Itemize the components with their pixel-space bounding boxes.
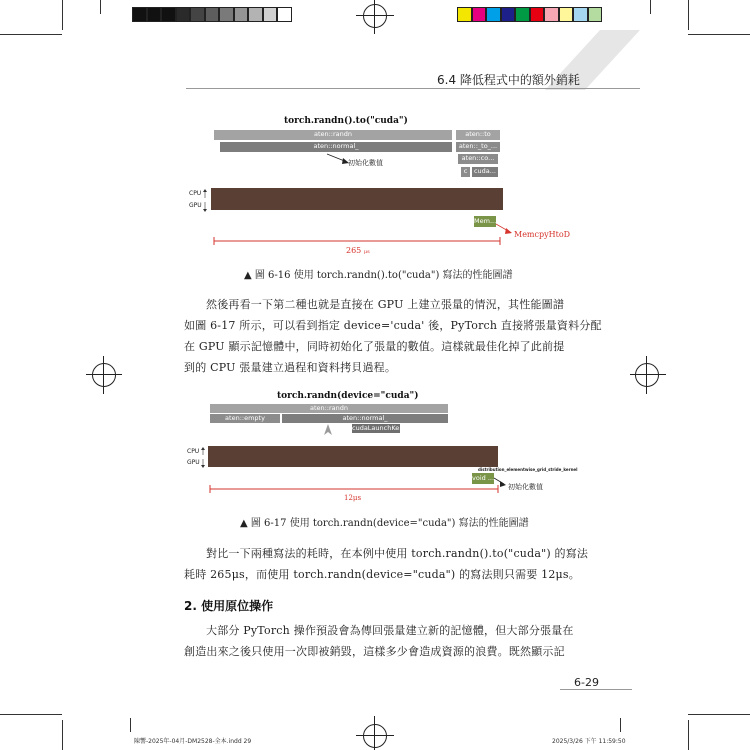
slug-left: 陳響-2025年-04月-DM2528-全本.indd 29 bbox=[134, 738, 252, 745]
paragraph-3 bbox=[184, 620, 644, 662]
registration-mark-bottom bbox=[363, 724, 387, 748]
cpu-label: CPU bbox=[189, 190, 202, 197]
bar-void-kernel: void ... bbox=[472, 474, 495, 482]
paragraph-line: 創造出來之後只使用一次即被銷毀，這樣多少會造成資源的浪費。既然顯示記 bbox=[184, 645, 565, 658]
cpu-gpu-arrows bbox=[200, 447, 206, 469]
paragraph-line: 耗時 265μs，而使用 torch.randn(device="cuda") 的寫法則只需要 12μs。 bbox=[184, 568, 580, 581]
annotation-init-values: 初始化數值 bbox=[348, 159, 383, 167]
registration-line bbox=[103, 356, 104, 394]
memcpy-label: MemcpyHtoD bbox=[514, 230, 571, 239]
bar-aten-copy: aten::co... bbox=[458, 154, 498, 164]
kernel-name-label: distribution_elementwise_grid_stride_kernel bbox=[478, 467, 578, 472]
figure2-title: torch.randn(device="cuda") bbox=[277, 391, 419, 401]
paragraph-line: 到的 CPU 張量建立過程和資料拷貝過程。 bbox=[184, 361, 397, 374]
timeline-duration bbox=[212, 236, 508, 246]
duration-label bbox=[346, 246, 370, 255]
page-number: 6-29 bbox=[574, 676, 599, 689]
bar-cuda-launch-kernel: cudaLaunchKe... bbox=[352, 424, 406, 432]
section-heading: 2. 使用原位操作 bbox=[184, 599, 274, 613]
figure2-caption: ▲ 圖 6-17 使用 torch.randn(device="cuda") 寫法的性能圖譜 bbox=[240, 518, 529, 529]
cursor-arrow bbox=[323, 424, 333, 436]
crop-mark bbox=[688, 714, 750, 715]
cpu-label: CPU bbox=[187, 448, 200, 455]
gpu-activity-band bbox=[211, 188, 503, 210]
memcpy-arrow bbox=[494, 222, 516, 236]
bar-mem: Mem... bbox=[474, 217, 497, 225]
figure1-title: torch.randn().to("cuda") bbox=[284, 116, 408, 126]
figure1-caption: ▲ 圖 6-16 使用 torch.randn().to("cuda") 寫法的性能圖譜 bbox=[244, 270, 513, 281]
duration-label: 12μs bbox=[344, 494, 362, 502]
bar-aten-to-copy: aten::_to_... bbox=[456, 142, 500, 152]
paragraph-line: 如圖 6-17 所示，可以看到指定 device='cuda' 後，PyTorch 直接將張量資料分配 bbox=[184, 319, 602, 332]
registration-line bbox=[374, 716, 375, 750]
paragraph-2 bbox=[184, 543, 644, 585]
bar-c: c bbox=[461, 167, 470, 177]
duration-value: 265 bbox=[346, 246, 362, 255]
header-band bbox=[0, 0, 750, 120]
bar-aten-empty: aten::empty bbox=[210, 414, 280, 423]
bar-cuda: cuda... bbox=[473, 167, 496, 175]
page-number-rule bbox=[560, 689, 632, 690]
paragraph-line: 然後再看一下第二種也就是直接在 GPU 上建立張量的情況，其性能圖譜 bbox=[206, 298, 565, 311]
timeline-duration bbox=[208, 484, 504, 494]
header-section-title: 6.4 降低程式中的額外銷耗 bbox=[437, 73, 580, 87]
slug-right: 2025/3/26 下午 11:59:50 bbox=[552, 738, 626, 745]
registration-line bbox=[356, 735, 394, 736]
gpu-activity-band bbox=[208, 446, 498, 467]
bar-aten-normal: aten::normal_ bbox=[282, 414, 448, 423]
crop-mark bbox=[0, 714, 62, 715]
duration-unit: μs bbox=[363, 249, 370, 255]
registration-mark-left bbox=[92, 363, 116, 387]
bar-aten-to: aten::to bbox=[456, 130, 500, 140]
registration-line bbox=[646, 356, 647, 394]
paragraph-line: 在 GPU 顯示記憶體中，同時初始化了張量的數值。這樣就最佳化掉了此前提 bbox=[184, 340, 565, 353]
gpu-label: GPU bbox=[187, 459, 200, 466]
crop-mark bbox=[130, 718, 131, 732]
bar-aten-randn: aten::randn bbox=[210, 404, 448, 413]
crop-mark bbox=[62, 720, 63, 750]
bar-aten-normal: aten::normal_ bbox=[220, 142, 452, 152]
bar-aten-randn: aten::randn bbox=[214, 130, 452, 140]
paragraph-line: 對比一下兩種寫法的耗時，在本例中使用 torch.randn().to("cuda") 的寫法 bbox=[206, 547, 589, 560]
cpu-gpu-arrows bbox=[202, 189, 208, 213]
crop-mark bbox=[688, 720, 689, 750]
paragraph-1 bbox=[184, 294, 644, 378]
annotation-init-values: 初始化數值 bbox=[508, 483, 543, 491]
gpu-label: GPU bbox=[189, 202, 202, 209]
paragraph-line: 大部分 PyTorch 操作預設會為傳回張量建立新的記憶體，但大部分張量在 bbox=[206, 624, 574, 637]
crop-mark bbox=[620, 718, 621, 732]
registration-line bbox=[86, 374, 122, 375]
